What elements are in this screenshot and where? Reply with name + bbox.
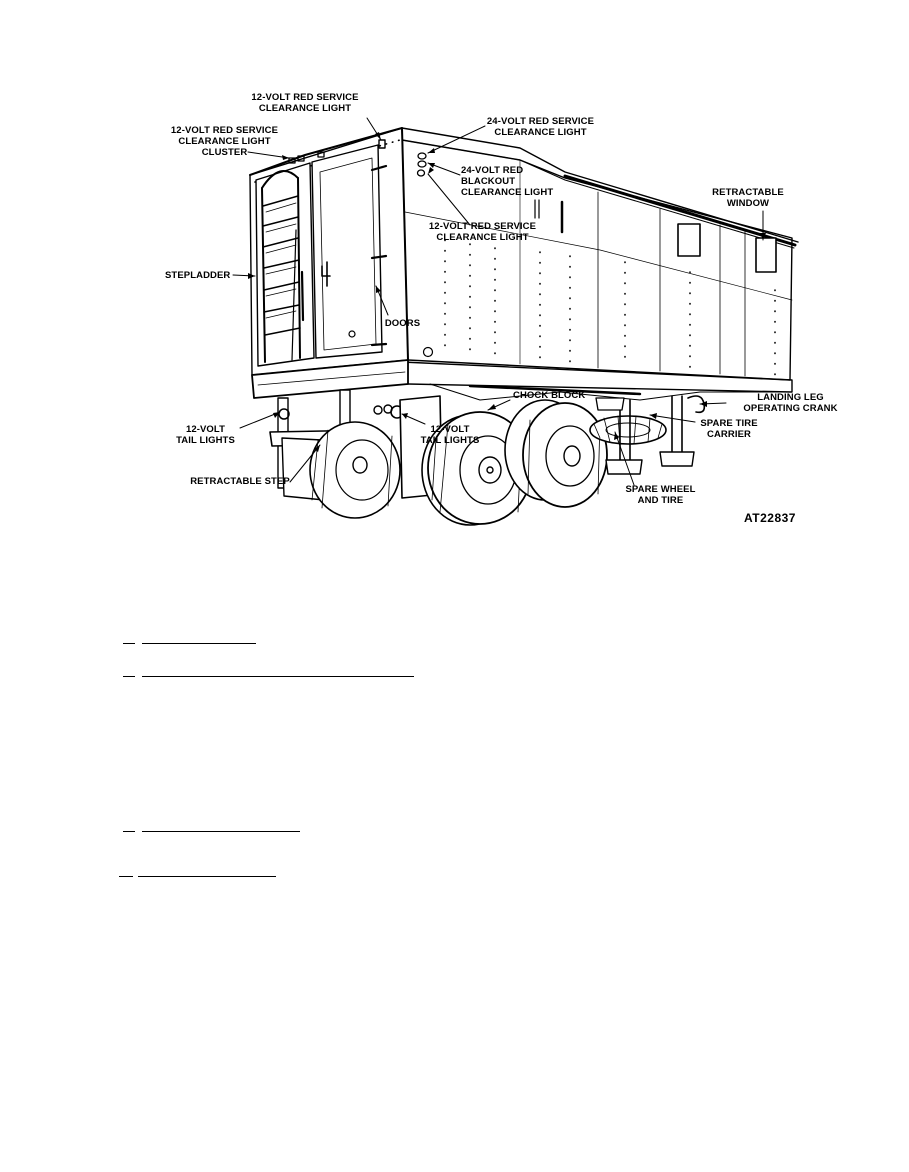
trailer-illustration	[0, 0, 909, 560]
label-24v-service-clearance-light: 24-VOLT RED SERVICE CLEARANCE LIGHT	[486, 116, 595, 138]
label-doors: DOORS	[384, 318, 421, 329]
blank-prefix-2	[123, 676, 135, 677]
label-12v-tail-lights-left: 12-VOLT TAIL LIGHTS	[176, 424, 235, 446]
blank-prefix-3	[123, 831, 135, 832]
label-spare-tire-carrier: SPARE TIRE CARRIER	[700, 418, 758, 440]
wheels	[310, 400, 607, 525]
label-landing-leg-operating-crank: LANDING LEG OPERATING CRANK	[743, 392, 838, 414]
label-12v-service-clearance-light-top: 12-VOLT RED SERVICE CLEARANCE LIGHT	[251, 92, 359, 114]
retractable-window	[756, 238, 776, 272]
label-retractable-step: RETRACTABLE STEP	[190, 476, 290, 487]
spare-tire	[590, 416, 666, 444]
blank-prefix-4	[119, 876, 133, 877]
label-stepladder: STEPLADDER	[165, 270, 231, 281]
figure-id: AT22837	[744, 511, 796, 525]
label-retractable-window: RETRACTABLE WINDOW	[712, 187, 784, 209]
label-spare-wheel-and-tire: SPARE WHEEL AND TIRE	[625, 484, 696, 506]
label-12v-service-clearance-light-side: 12-VOLT RED SERVICE CLEARANCE LIGHT	[428, 221, 537, 243]
blank-prefix-1	[123, 643, 135, 644]
rear-door-right	[312, 145, 382, 358]
blank-line-3	[142, 831, 300, 832]
side-window	[678, 224, 700, 256]
blank-line-1	[142, 643, 256, 644]
label-12v-tail-lights-mid: 12-VOLT TAIL LIGHTS	[420, 424, 480, 446]
blank-line-4	[138, 876, 276, 877]
label-24v-blackout-clearance-light: 24-VOLT RED BLACKOUT CLEARANCE LIGHT	[461, 165, 554, 198]
label-12v-clearance-light-cluster: 12-VOLT RED SERVICE CLEARANCE LIGHT CLUSTER	[170, 125, 279, 158]
label-chock-block: CHOCK BLOCK	[513, 390, 586, 401]
blank-line-2	[142, 676, 414, 677]
